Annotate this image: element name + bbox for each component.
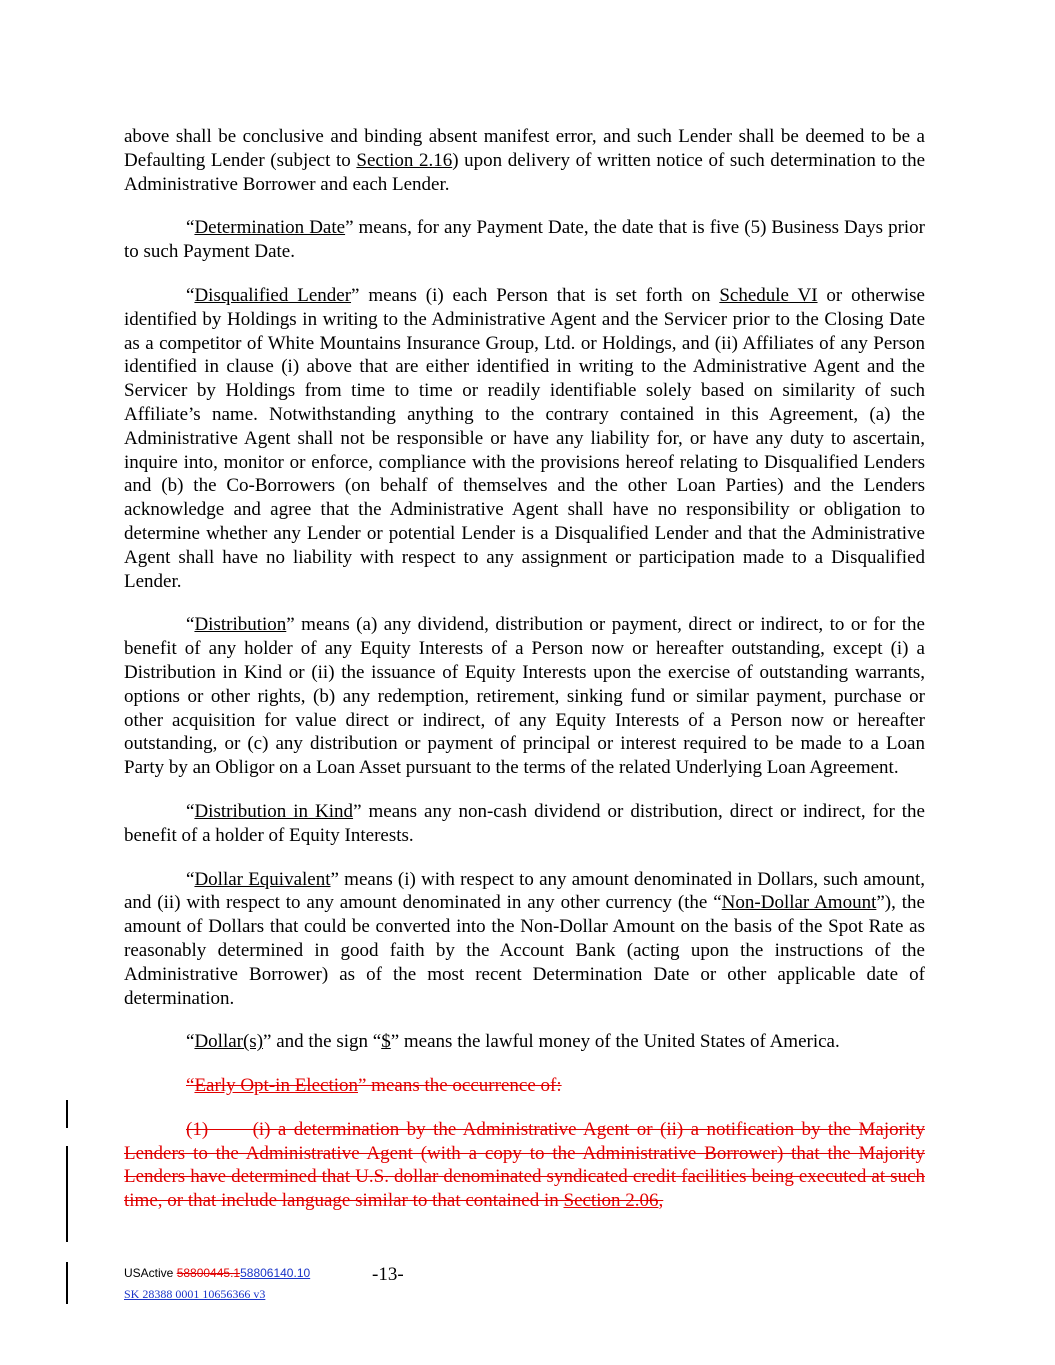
definition-dollar-equivalent: “Dollar Equivalent” means (i) with respect to any amount denominated in Dollars, such amount, and (ii) with respect to any amount denominated in any other currency (the “Non-Dollar Amount”), the amount of Dollars that could be converted into the Non-Dollar Amount on the basis of the Spot Rate as reasonably determined in good faith by the Account Bank (acting upon the instructions of the Administrative Borrower) as of the most recent Determination Date or other applicable date of determination. [124, 868, 925, 1009]
body-text [124, 125, 925, 1233]
definition-distribution-in-kind: “Distribution in Kind” means any non-cash dividend or distribution, direct or indirect, for the benefit of a holder of Equity Interests. [124, 800, 925, 846]
section-reference-link: Section 2.06 [563, 1190, 659, 1212]
change-bar [66, 1146, 68, 1242]
definition-distribution: “Distribution” means (a) any dividend, distribution or payment, direct or indirect, to or for the benefit of any holder of any Equity Interests of a Person now or hereafter outstanding, except (i) a Distribution in Kind or (ii) the issuance of Equity Interests upon the exercise of outstanding warrants, options or other rights, (b) any redemption, retirement, sinking fund or similar payment, purchase or other acquisition for value direct or indirect, of any Equity Interests of a Person now or hereafter outstanding, or (c) any distribution or payment of principal or interest required to be made to a Loan Party by an Obligor on a Loan Asset pursuant to the terms of the related Underlying Loan Agreement. [124, 614, 925, 779]
deleted-doc-number: 58800445.1 [176, 1266, 241, 1280]
definition-determination-date: “Determination Date” means, for any Payment Date, the date that is five (5) Business Days prior to such Payment Date. [124, 217, 926, 263]
definition-dollars: “Dollar(s)” and the sign “$” means the lawful money of the United States of America. [186, 1031, 840, 1053]
schedule-reference: Schedule VI [719, 284, 818, 306]
defined-term: Early Opt-in Election [194, 1075, 358, 1097]
sk-reference: SK 28388 0001 10656366 v3 [124, 1287, 266, 1301]
defined-term: Dollar(s) [194, 1031, 264, 1053]
page-number: -13- [372, 1264, 404, 1285]
defined-term: $ [381, 1031, 391, 1053]
deleted-clause-1: (1) (i) a determination by the Administrative Agent or (ii) a notification by the Majority Lenders to the Administrative Agent (with a copy to the Administrative Borrower) that the Majority Lenders have determined that U.S. dollar denominated syndicated credit facilities being executed at such time, or that include language similar to that contained in Section 2.06, [124, 1118, 925, 1212]
section-reference-link: Section 2.16 [356, 149, 453, 171]
definition-disqualified-lender: “Disqualified Lender” means (i) each Person that is set forth on Schedule VI or otherwise identified by Holdings in writing to the Administrative Agent and the Servicer prior to the Closing Date as a competitor of White Mountains Insurance Group, Ltd. or Holdings, and (ii) Affiliates of any Person identified in clause (i) above that are either identified in writing to the Administrative Agent and the Servicer by Holdings from time to time or readily identifiable solely based on similarity of such Affiliate’s name. Notwithstanding anything to the contrary contained in this Agreement, (a) the Administrative Agent shall not be responsible or have any liability for, or have any duty to ascertain, inquire into, monitor or enforce, compliance with the provisions hereof relating to Disqualified Lenders and (b) the Co-Borrowers (on behalf of themselves and the other Loan Parties) and the Lenders acknowledge and agree that the Administrative Agent shall have no responsibility or obligation to determine whether any Lender or potential Lender is a Disqualified Lender and that the Administrative Agent shall have no liability with respect to any assignment or participation made to a Disqualified Lender. [124, 284, 925, 592]
defined-term: Dollar Equivalent [194, 868, 331, 890]
change-bar [66, 1100, 68, 1128]
paragraph-continuation: above shall be conclusive and binding absent manifest error, and such Lender shall be deemed to be a Defaulting Lender (subject to Section 2.16) upon delivery of written notice of such determination to the Administrative Borrower and each Lender. [124, 126, 926, 195]
change-bar [66, 1262, 68, 1304]
inserted-doc-number: 58806140.10 [240, 1266, 311, 1280]
defined-term: Distribution [194, 614, 287, 636]
deleted-definition-early-opt-in: “Early Opt-in Election” means the occurrence of: [186, 1075, 562, 1097]
defined-term: Non-Dollar Amount [721, 892, 877, 914]
defined-term: Determination Date [194, 217, 346, 239]
defined-term: Distribution in Kind [194, 800, 354, 822]
defined-term: Disqualified Lender [194, 284, 352, 306]
document-id: USActive 58800445.158806140.10 [124, 1266, 311, 1280]
